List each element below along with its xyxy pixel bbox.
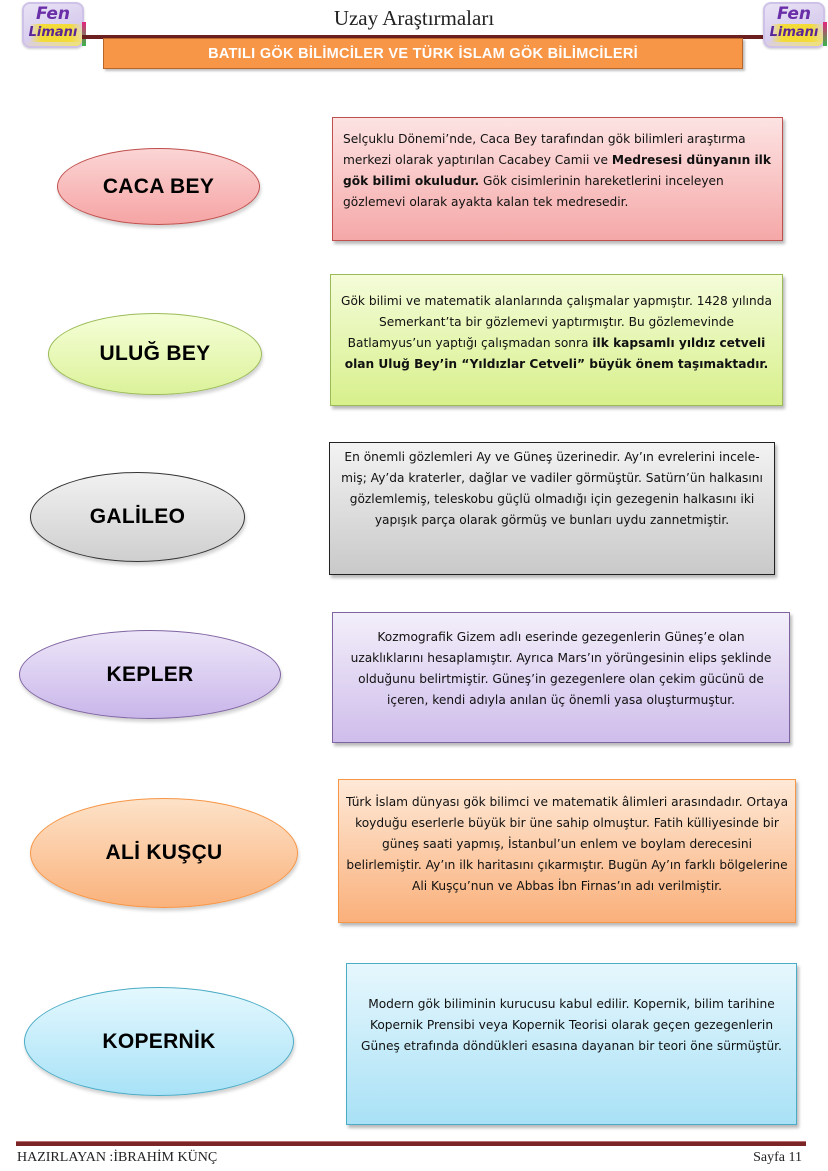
scientist-description: Kozmografik Gizem adlı eserinde gezegenlerin Güneş’e olan uzaklıklarını hesaplamıştır. Ayrıca Mars’ın yörüngesinin elips şeklinde olduğunu belirtmiştir. Güneş’in gezegenlere olan çekim gücünü de içeren, kendi adıyla anılan üç önemli yasa oluşturmuştur. (350, 630, 772, 707)
scientist-ellipse-ulug-bey (48, 313, 262, 395)
scientist-name: ULUĞ BEY (99, 342, 211, 365)
scientist-ellipse-caca-bey (57, 148, 260, 225)
scientist-info-kopernik (346, 963, 797, 1125)
scientist-info-galileo (329, 442, 775, 575)
scientist-description (343, 129, 772, 213)
scientist-ellipse-galileo (30, 472, 245, 562)
section-banner (103, 38, 743, 69)
logo-text-bottom: Limanı (24, 24, 82, 42)
scientist-info-caca-bey (332, 117, 783, 241)
text-emphasis: Medresesi dünyanın ilk gök bilimi okuludur. (343, 153, 771, 188)
scientist-ellipse-kepler (19, 630, 281, 719)
scientist-description: Modern gök biliminin kurucusu kabul edilir. Kopernik, bilim tarihine Kopernik Prensibi veya Kopernik Teorisi olarak geçen gezegenlerin Güneş etrafında döndükleri esasına dayanan bir teori öne sürmüştür. (361, 997, 782, 1053)
footer-author: HAZIRLAYAN :İBRAHİM KÜNÇ (17, 1150, 218, 1165)
logo-text-bottom: Limanı (765, 24, 823, 42)
page-number: Sayfa 11 (753, 1150, 802, 1165)
scientist-name: CACA BEY (102, 174, 215, 198)
scientist-info-ulug-bey (330, 274, 783, 406)
logo-text-top: Fen (36, 4, 70, 24)
text-emphasis: ilk kapsamlı yıldız cetveli olan Uluğ Bey’in “Yıldızlar Cetveli” büyük önem taşımaktadır. (344, 336, 769, 371)
text-segment: Gök bilimi ve matematik alanlarında çalışmalar yapmıştır. 1428 yılında Semerkant’ta bir gözlemevi yaptırmıştır. Bu gözlemevinde Batlamyus’un yaptığı çalışmadan sonra (341, 294, 772, 350)
text-segment: Selçuklu Dönemi’nde, Caca Bey tarafından gök bilimleri araştırma merkezi olarak yaptırılan Cacabey Camii ve (343, 132, 746, 167)
section-banner-title: BATILI GÖK BİLİMCİLER VE TÜRK İSLAM GÖK BİLİMCİLERİ (208, 45, 638, 62)
scientist-info-kepler (332, 612, 790, 743)
text-segment: Gök cisimlerinin hareketlerini inceleyen gözlemevi olarak ayakta kalan tek medresedir. (343, 174, 724, 209)
logo-text-top: Fen (777, 4, 811, 24)
scientist-name: KOPERNİK (102, 1029, 216, 1053)
logo-stripe (823, 22, 827, 46)
fen-limani-logo-right (763, 2, 825, 48)
scientist-name: KEPLER (106, 662, 194, 686)
scientist-ellipse-ali-kuscu (30, 798, 298, 908)
document-title: Uzay Araştırmaları (333, 6, 495, 30)
scientist-ellipse-kopernik (24, 987, 294, 1096)
scientist-name: ALİ KUŞÇU (105, 841, 223, 864)
footer-divider (16, 1141, 806, 1146)
scientist-description: En önemli gözlemleri Ay ve Güneş üzerinedir. Ay’ın evrelerini incele-miş; Ay’da kraterler, dağlar ve vadiler görmüştür. Satürn’ün halkasını gözlemlemiş, teleskobu güçlü olmadığı için gezegenin halkasını iki yapışık parça olarak görmüş ve bunları uydu zannetmiştir. (341, 450, 763, 527)
scientist-info-ali-kuscu (338, 779, 796, 923)
scientist-name: GALİLEO (89, 505, 186, 528)
scientist-description: Türk İslam dünyası gök bilimci ve matematik âlimleri arasındadır. Ortaya koyduğu eserlerle büyük bir üne sahip olmuştur. Fatih külliyesinde bir güneş saati yapmış, İstanbul’un enlem ve boylam derecesini belirlemiştir. Ay’ın ilk haritasını çıkarmıştır. Bugün Ay’ın farklı bölgelerine Ali Kuşçu’nun ve Abbas İbn Firnas’ın adı verilmiştir. (345, 795, 789, 893)
scientist-description (341, 291, 772, 375)
